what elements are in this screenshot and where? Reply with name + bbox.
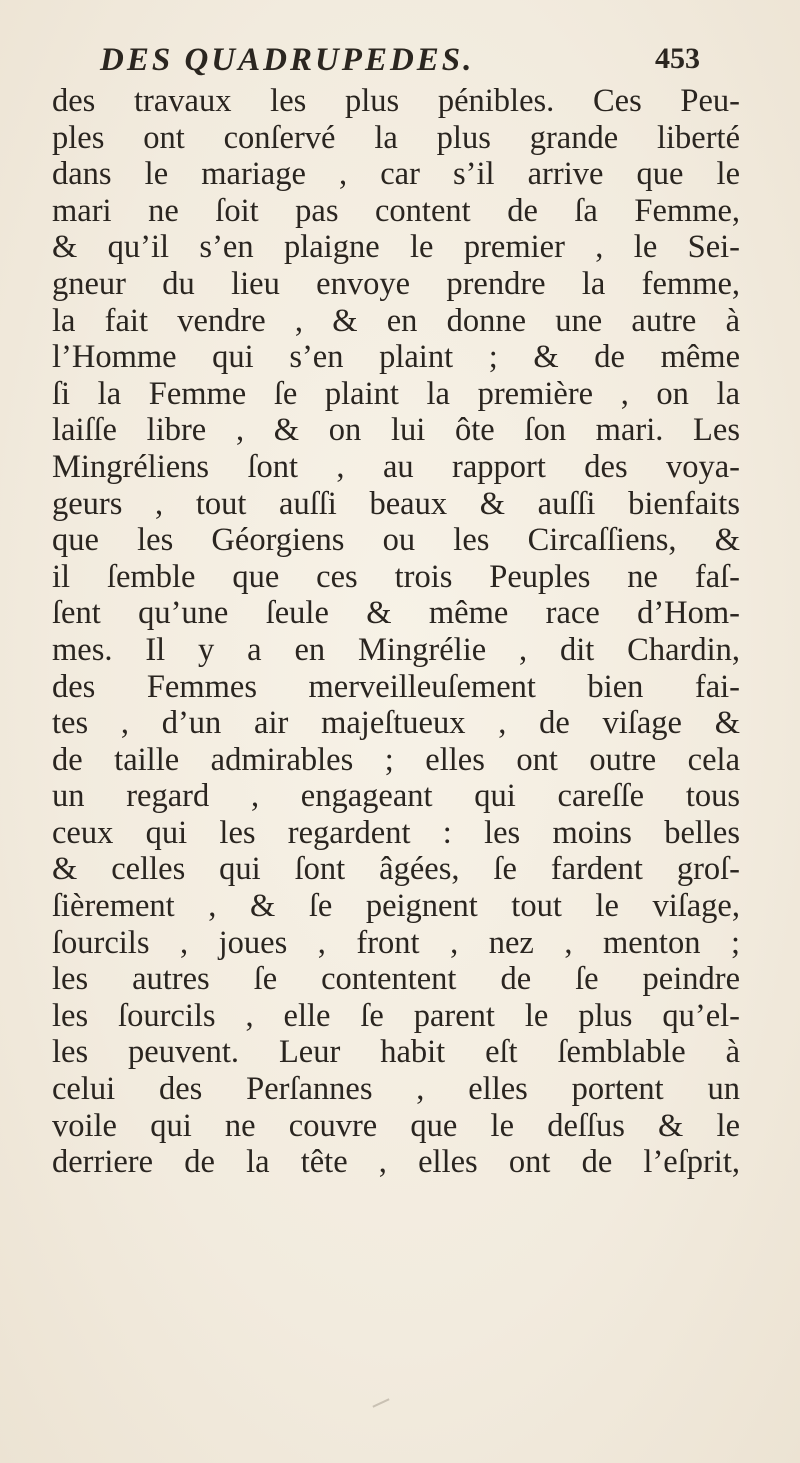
text-line: derriere de la tête , elles ont de l’eſprit, [52,1144,740,1181]
text-line: la fait vendre , & en donne une autre à [52,302,740,339]
text-line: mari ne ſoit pas content de ſa Femme, [52,192,740,229]
text-line: & celles qui ſont âgées, ſe fardent groſ- [52,851,740,888]
text-line: & qu’il s’en plaigne le premier , le Sei- [52,229,740,266]
body-text [52,83,740,1181]
text-line: voile qui ne couvre que le deſſus & le [52,1107,740,1144]
text-line: geurs , tout auſſi beaux & auſſi bienfaits [52,485,740,522]
text-line: il ſemble que ces trois Peuples ne faſ- [52,558,740,595]
page-number: 453 [655,42,700,75]
text-line: dans le mariage , car s’il arrive que le [52,156,740,193]
text-line: que les Géorgiens ou les Circaſſiens, & [52,522,740,559]
running-head: DES QUADRUPEDES. [100,42,475,78]
text-line: celui des Perſannes , elles portent un [52,1071,740,1108]
text-line: ples ont conſervé la plus grande liberté [52,119,740,156]
text-line: l’Homme qui s’en plaint ; & de même [52,339,740,376]
text-line: Mingréliens ſont , au rapport des voya- [52,448,740,485]
text-line: ſourcils , joues , front , nez , menton ; [52,924,740,961]
text-line: ſi la Femme ſe plaint la première , on la [52,375,740,412]
text-line: gneur du lieu envoye prendre la femme, [52,265,740,302]
paper-mark [372,1398,389,1407]
text-line: ſièrement , & ſe peignent tout le viſage, [52,888,740,925]
text-line: les autres ſe contentent de ſe peindre [52,961,740,998]
text-line: laiſſe libre , & on lui ôte ſon mari. Les [52,412,740,449]
page-header [100,38,700,88]
text-line: un regard , engageant qui careſſe tous [52,778,740,815]
text-line: mes. Il y a en Mingrélie , dit Chardin, [52,631,740,668]
text-line: de taille admirables ; elles ont outre cela [52,741,740,778]
text-line: les peuvent. Leur habit eſt ſemblable à [52,1034,740,1071]
text-line: ceux qui les regardent : les moins belles [52,814,740,851]
text-line: les ſourcils , elle ſe parent le plus qu’el- [52,997,740,1034]
text-line: des travaux les plus pénibles. Ces Peu- [52,83,740,119]
text-line: tes , d’un air majeſtueux , de viſage & [52,705,740,742]
text-line: ſent qu’une ſeule & même race d’Hom- [52,595,740,632]
text-line: des Femmes merveilleuſement bien fai- [52,668,740,705]
